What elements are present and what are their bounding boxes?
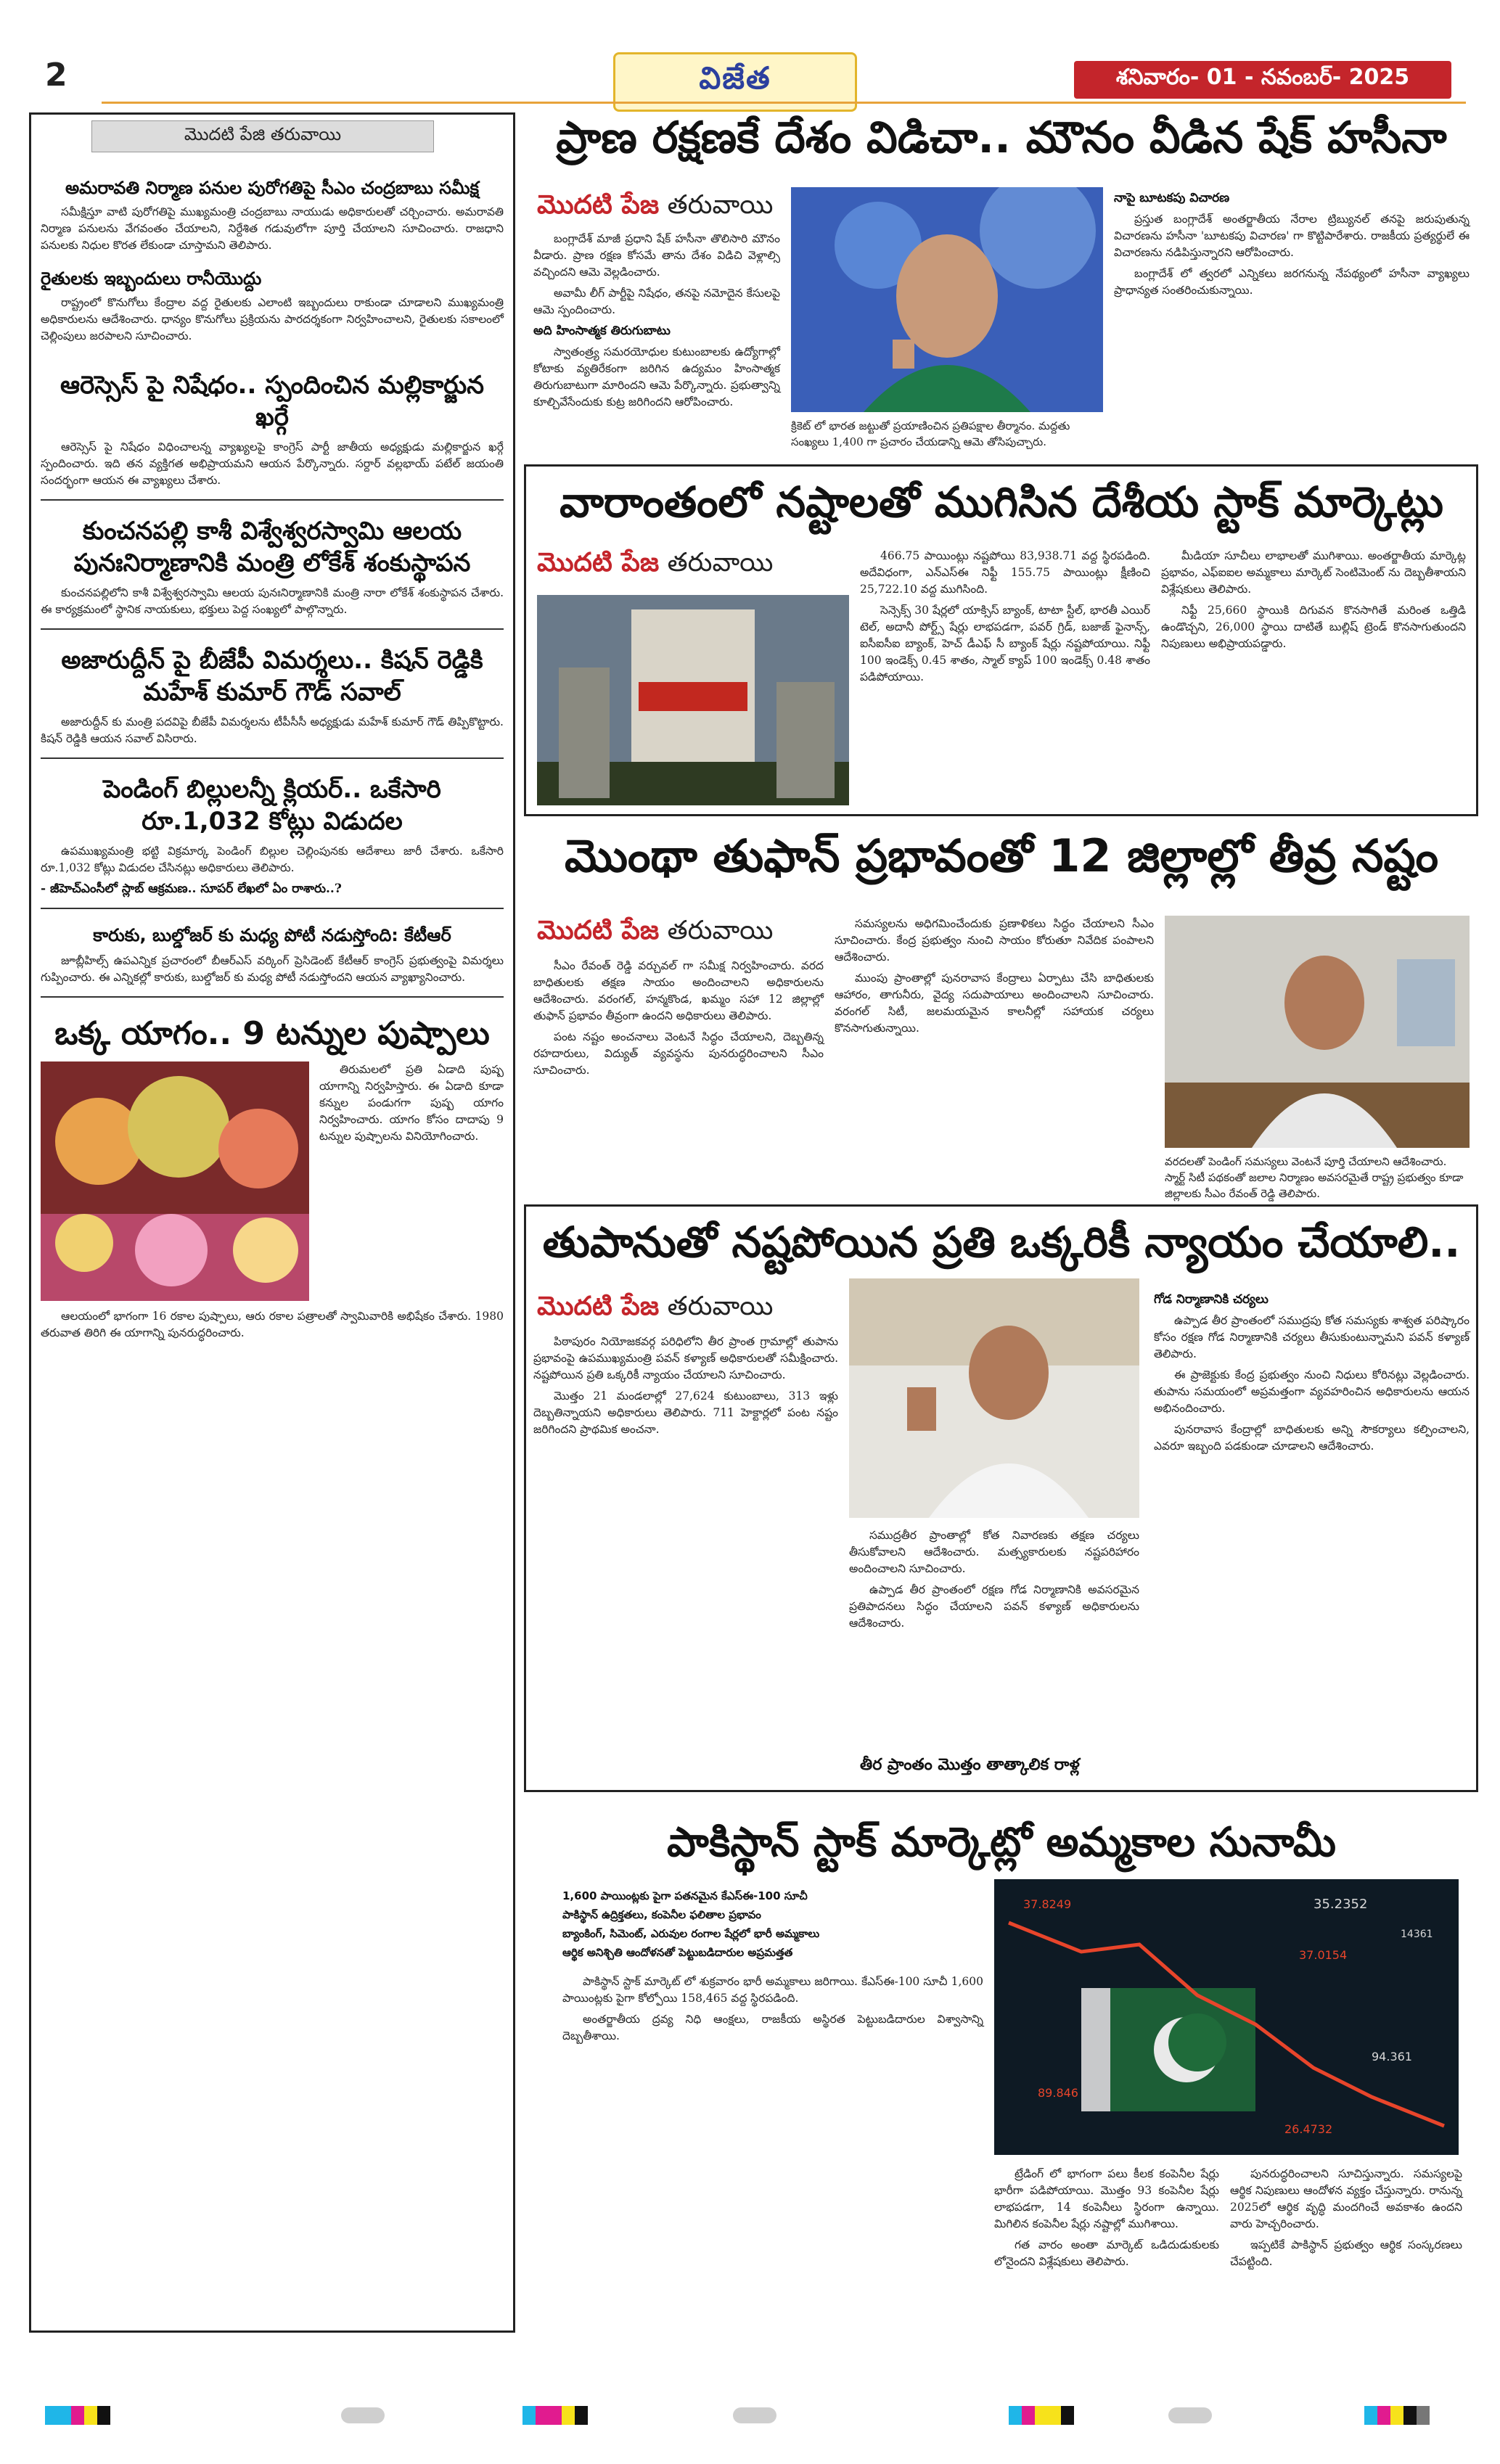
registration-pill (341, 2407, 385, 2423)
color-bar (522, 2406, 588, 2425)
chart-value: 26.4732 (1284, 2122, 1333, 2136)
article-body: పిఠాపురం నియోజకవర్గ పరిధిలోని తీర ప్రాంత గ్రామాల్లో తుపాను ప్రభావంపై ఉపముఖ్యమంత్రి పవన్ కళ్యాణ్ అధికారులతో సమీక్షించారు. నష్టపోయిన ప్రతి ఒక్కరికీ న్యాయం చేయాలని సూచించారు. మొత్తం 21 మండలాల్లో 27,624 కుటుంబాలు, 313 ఇళ్లు దెబ్బతిన్నాయని అధికారులు తెలిపారు. 711 హెక్టార్లలో పంట నష్టం జరిగిందని ప్రాథమిక అంచనా. (533, 1335, 838, 1436)
section-label: మొదటి పేజి తరువాయి (91, 120, 434, 152)
chart-value: 37.8249 (1023, 1897, 1072, 1911)
divider (41, 628, 504, 630)
chart-value: 35.2352 (1313, 1897, 1368, 1912)
continued-label: మొదటి పేజ తరువాయి (537, 190, 774, 220)
article-body: ఆరెస్సెస్ పై నిషేధం విధించాలన్న వ్యాఖ్యలపై కాంగ్రెస్ పార్టీ జాతీయ అధ్యక్షుడు మల్లికార్జున ఖర్గే స్పందించారు. ఇది తన వ్యక్తిగత అభిప్రాయమని ఆయన పేర్కొన్నారు. సర్దార్ వల్లభాయ్ పటేల్ జయంతి సందర్భంగా ఆయన ఈ వ్యాఖ్యలు చేశారు. (41, 440, 504, 487)
article-text: తిరుమలలో ప్రతి ఏడాది పుష్ప యాగాన్ని నిర్వహిస్తారు. ఈ ఏడాది కూడా కన్నుల పండుగగా పుష్ప యాగం నిర్వహించారు. యాగం కోసం దాదాపు 9 టన్నుల పుష్పాలను వినియోగించారు. (319, 1063, 504, 1143)
pakistan-market-chart-photo (994, 1879, 1459, 2155)
bullet-item: బ్యాంకింగ్, సిమెంట్, ఎరువుల రంగాల షేర్లలో భారీ అమ్మకాలు (562, 1927, 820, 1940)
article-headline: వారాంతంలో నష్టాలతో ముగిసిన దేశీయ స్టాక్ మార్కెట్లు (560, 477, 1443, 527)
article-mid-body: సముద్రతీర ప్రాంతాల్లో కోత నివారణకు తక్షణ చర్యలు తీసుకోవాలని ఆదేశించారు. మత్స్యకారులకు నష్టపరిహారం అందించాలని సూచించారు. ఉప్పాడ తీర ప్రాంతంలో రక్షణ గోడ నిర్మాణానికి అవసరమైన ప్రతిపాదనలు సిద్ధం చేయాలని పవన్ కళ్యాణ్ అధికారులను ఆదేశించారు. (849, 1529, 1139, 1630)
article-body-row (41, 1061, 504, 1301)
photo-caption: తీర ప్రాంతం మొత్తం తాత్కాలిక రాళ్ల (860, 1756, 1080, 1774)
article-body: రాష్ట్రంలో కొనుగోలు కేంద్రాల వద్ద రైతులకు ఎలాంటి ఇబ్బందులు రాకుండా చూడాలని ముఖ్యమంత్రి అధికారులను ఆదేశించారు. ధాన్యం కొనుగోలు ప్రక్రియను పారదర్శకంగా నిర్వహించాలని, రైతులకు సకాలంలో చెల్లింపులు జరపాలని సూచించారు. (41, 296, 504, 342)
article-headline: రైతులకు ఇబ్బందులు రానీయొద్దు (41, 268, 262, 289)
article-headline: ప్రాణ రక్షణకే దేశం విడిచా.. మౌనం వీడిన షేక్ హసీనా (556, 112, 1447, 163)
article-subhead: నాపై బూటకపు విచారణ (1114, 191, 1230, 205)
article-mid-body: ట్రేడింగ్ లో భాగంగా పలు కీలక కంపెనీల షేర్లు భారీగా పడిపోయాయి. మొత్తం 93 కంపెనీల షేర్లు లాభపడగా, 14 కంపెనీలు స్థిరంగా ఉన్నాయి. మిగిలిన కంపెనీల షేర్లు నష్టాల్లో ముగిశాయి. గత వారం అంతా మార్కెట్ ఒడిదుడుకులకు లోనైందని విశ్లేషకులు తెలిపారు. (994, 2167, 1219, 2268)
article-mid-body: సమస్యలను అధిగమించేందుకు ప్రణాళికలు సిద్ధం చేయాలని సీఎం సూచించారు. కేంద్ర ప్రభుత్వం నుంచి సాయం కోరుతూ నివేదిక పంపాలని ఆదేశించారు. ముంపు ప్రాంతాల్లో పునరావాస కేంద్రాలు ఏర్పాటు చేసి బాధితులకు ఆహారం, తాగునీరు, వైద్య సదుపాయాలు అందించాలని సూచించారు. వరంగల్ సిటీ, జలమయమైన కాలనీల్లో సహాయక చర్యలు కొనసాగుతున్నాయి. (835, 917, 1154, 1035)
page-number: 2 (45, 57, 67, 94)
bullet-item: ఆర్థిక అనిశ్చితి ఆందోళనతో పెట్టుబడిదారుల అప్రమత్తత (562, 1946, 793, 1959)
article-headline: పెండింగ్ బిల్లులన్నీ క్లియర్.. ఒకేసారి రూ.1,032 కోట్లు విడుదల (103, 775, 441, 836)
article-body: సీఎం రేవంత్ రెడ్డి వర్చువల్ గా సమీక్ష నిర్వహించారు. వరద బాధితులకు తక్షణ సాయం అందించాలని అధికారులను ఆదేశించారు. వరంగల్, హన్మకొండ, ఖమ్మం సహా 12 జిల్లాల్లో తుఫాన్ ప్రభావం తీవ్రంగా ఉందని అధికారులు తెలిపారు. పంట నష్టం అంచనాలు వెంటనే సిద్ధం చేయాలని, దెబ్బతిన్న రహదారులు, విద్యుత్ వ్యవస్థను పునరుద్ధరించాలని సీఎం సూచించారు. (533, 959, 824, 1077)
article-body: అజారుద్దీన్ కు మంత్రి పదవిపై బీజేపీ విమర్శలను టీపీసీసీ అధ్యక్షుడు మహేశ్ కుమార్ గౌడ్ తిప్పికొట్టారు. కిషన్ రెడ్డికి ఆయన సవాల్ విసిరారు. (41, 715, 504, 745)
article-right-body: మీడియా సూచీలు లాభాలతో ముగిశాయి. అంతర్జాతీయ మార్కెట్ల ప్రభావం, ఎఫ్ఐఐల అమ్మకాలు మార్కెట్ సెంటిమెంట్ ను దెబ్బతీశాయని విశ్లేషకులు తెలిపారు. నిఫ్టీ 25,660 స్థాయికి దిగువన కొనసాగితే మరింత ఒత్తిడి ఉండొచ్చని, 26,000 స్థాయి దాటితే బుల్లిష్ ట్రెండ్ కొనసాగుతుందని నిపుణులు అభిప్రాయపడ్డారు. (1161, 549, 1466, 650)
color-bar (1364, 2406, 1430, 2425)
article-headline: ఒక్క యాగం.. 9 టన్నుల పుష్పాలు (54, 1015, 490, 1052)
continued-label: మొదటి పేజ తరువాయి (537, 1291, 774, 1321)
article-bullets (562, 1886, 983, 1962)
stock-exchange-photo (537, 595, 849, 805)
pawan-photo (849, 1278, 1139, 1518)
article-right-body: పునరుద్ధరించాలని సూచిస్తున్నారు. సమస్యలపై ఆర్థిక నిపుణులు ఆందోళన వ్యక్తం చేస్తున్నారు. రానున్న 2025లో ఆర్థిక వృద్ధి మందగించే అవకాశం ఉందని వారు హెచ్చరించారు. ఇప్పటికే పాకిస్థాన్ ప్రభుత్వం ఆర్థిక సంస్కరణలు చేపట్టింది. (1230, 2167, 1462, 2268)
photo-caption: క్రికెట్ లో భారత జట్టుతో ప్రయాణించిన ప్రతిపక్షాల తీర్మానం. మద్దతు సంఖ్యలు 1,400 గా ప్రచారం చేయడాన్ని ఆమె తోసిపుచ్చారు. (791, 419, 1070, 448)
divider (41, 908, 504, 909)
article-headline: తుపానుతో నష్టపోయిన ప్రతి ఒక్కరికీ న్యాయం చేయాలి.. (542, 1217, 1461, 1267)
article-headline: కారుకు, బుల్డోజర్ కు మధ్య పోటీ నడుస్తోంది: కేటీఆర్ (93, 925, 451, 945)
page-header (0, 0, 1500, 116)
masthead-text: విజేత (699, 60, 771, 96)
chart-value: 37.0154 (1299, 1948, 1348, 1962)
chart-value: 89.846 (1038, 2086, 1078, 2100)
article-subhead: - జీహెచ్ఎంసీలో స్లాబ్ ఆక్రమణ.. సూపర్ లేఖలో ఏం రాశారు..? (41, 882, 342, 896)
article-body: కుంచనపల్లిలోని కాశీ విశ్వేశ్వరస్వామి ఆలయ పునఃనిర్మాణానికి మంత్రి నారా లోకేశ్ శంకుస్థాపన చేశారు. ఈ కార్యక్రమంలో స్థానిక నాయకులు, భక్తులు పెద్ద సంఖ్యలో పాల్గొన్నారు. (41, 586, 504, 616)
chart-value: 14361 (1401, 1929, 1433, 1940)
footer-registration-marks (0, 2387, 1500, 2445)
article-body: జూబ్లీహిల్స్ ఉపఎన్నిక ప్రచారంలో బీఆర్ఎస్ వర్కింగ్ ప్రెసిడెంట్ కేటీఆర్ కాంగ్రెస్ ప్రభుత్వంపై విమర్శలు గుప్పించారు. ఈ ఎన్నికల్లో కారుకు, బుల్డోజర్ కు మధ్య పోటీ నడుస్తోందని ఆయన వ్యాఖ్యానించారు. (41, 954, 504, 984)
hasina-article (530, 109, 1473, 167)
article-headline: పాకిస్థాన్ స్టాక్ మార్కెట్లో అమ్మకాల సునామీ (530, 1814, 1473, 1872)
color-bar (1009, 2406, 1074, 2425)
chart-value: 94.361 (1372, 2050, 1412, 2063)
registration-pill (1168, 2407, 1212, 2423)
article-body: పాకిస్థాన్ స్టాక్ మార్కెట్ లో శుక్రవారం భారీ అమ్మకాలు జరిగాయి. కేఎస్ఈ-100 సూచీ 1,600 పాయింట్లకు పైగా కోల్పోయి 158,465 వద్ద స్థిరపడింది. అంతర్జాతీయ ద్రవ్య నిధి ఆంక్షలు, రాజకీయ అస్థిరత పెట్టుబడిదారుల విశ్వాసాన్ని దెబ్బతీశాయి. (562, 1975, 983, 2042)
article-body: బంగ్లాదేశ్ మాజీ ప్రధాని షేక్ హసీనా తొలిసారి మౌనం వీడారు. ప్రాణ రక్షణ కోసమే తాను దేశం విడిచి వెళ్లాల్సి వచ్చిందని ఆమె వెల్లడించారు. అవామీ లీగ్ పార్టీపై నిషేధం, తనపై నమోదైన కేసులపై ఆమె స్పందించారు. అది హింసాత్మక తిరుగుబాటు స్వాతంత్ర్య సమరయోధుల కుటుంబాలకు ఉద్యోగాల్లో కోటాకు వ్యతిరేకంగా జరిగిన ఉద్యమం హింసాత్మక తిరుగుబాటుగా మారిందని ఆమె పేర్కొన్నారు. ప్రభుత్వాన్ని కూల్చివేసేందుకు కుట్ర జరిగిందని ఆరోపించారు. (533, 232, 780, 408)
bullet-item: పాకిస్థాన్ ఉద్రిక్తతలు, కంపెనీల ఫలితాల ప్రభావం (562, 1908, 761, 1921)
bullet-item: 1,600 పాయింట్లకు పైగా పతనమైన కేఎస్ఈ-100 సూచీ (562, 1889, 808, 1902)
article-body: సమీక్షిస్తూ వాటి పురోగతిపై ముఖ్యమంత్రి చంద్రబాబు నాయుడు అధికారులతో చర్చించారు. అమరావతి నిర్మాణ పనులను వేగవంతం చేయాలని, నిర్దేశిత గడువులోగా పూర్తి చేయాలని సూచించారు. రాజధాని పనులకు నిధుల కొరత లేకుండా చూస్తామని తెలిపారు. (41, 205, 504, 252)
registration-pill (733, 2407, 776, 2423)
article-headline: అజారుద్దీన్ పై బీజేపీ విమర్శలు.. కిషన్ రెడ్డికి మహేశ్ కుమార్ గౌడ్ సవాల్ (61, 646, 483, 707)
article-headline: అమరావతి నిర్మాణ పనుల పురోగతిపై సీఎం చంద్రబాబు సమీక్ష (65, 178, 480, 198)
article-text-continued: ఆలయంలో భాగంగా 16 రకాల పుష్పాలు, ఆరు రకాల పత్రాలతో స్వామివారికి అభిషేకం చేశారు. 1980 తరువాత తిరిగి ఈ యాగాన్ని పునరుద్ధరించారు. (41, 1310, 504, 1339)
divider (41, 499, 504, 501)
article-headline: కుంచనపల్లి కాశీ విశ్వేశ్వరస్వామి ఆలయ పునఃనిర్మాణానికి మంత్రి లోకేశ్ శంకుస్థాపన (73, 517, 471, 578)
article-headline: మొంథా తుఫాన్ ప్రభావంతో 12 జిల్లాల్లో తీవ్ర నష్టం (564, 829, 1439, 882)
article-headline: ఆరెస్సెస్ పై నిషేధం.. స్పందించిన మల్లికార్జున ఖర్గే (60, 371, 484, 432)
photo-caption: వరదలతో పెండింగ్ సమస్యలు వెంటనే పూర్తి చేయాలని ఆదేశించారు. స్మార్ట్ సిటీ పథకంతో జలాల నిర్మాణం అవసరమైతే రాష్ట్ర ప్రభుత్వం కూడా జిల్లాలకు సీఎం రేవంత్ రెడ్డి తెలిపారు. (1165, 1155, 1464, 1200)
divider (41, 757, 504, 759)
continued-label: మొదటి పేజ తరువాయి (537, 916, 774, 945)
article-subhead: గోడ నిర్మాణానికి చర్యలు (1154, 1292, 1269, 1307)
article-subhead: అది హింసాత్మక తిరుగుబాటు (533, 324, 671, 338)
dateline: శనివారం- 01 - నవంబర్- 2025 (1074, 61, 1451, 99)
article-right-body: గోడ నిర్మాణానికి చర్యలు ఉప్పాడ తీర ప్రాంతంలో సముద్రపు కోత సమస్యకు శాశ్వత పరిష్కారం కోసం రక్షణ గోడ నిర్మాణానికి చర్యలు తీసుకుంటున్నామని పవన్ కళ్యాణ్ తెలిపారు. ఈ ప్రాజెక్టుకు కేంద్ర ప్రభుత్వం నుంచి నిధులు కోరినట్లు వెల్లడించారు. తుపాను సమయంలో అప్రమత్తంగా వ్యవహరించిన అధికారులను ఆయన అభినందించారు. పునరావాస కేంద్రాల్లో బాధితులకు అన్ని సౌకర్యాలు కల్పించాలని, ఎవరూ ఇబ్బంది పడకుండా చూడాలని ఆదేశించారు. (1154, 1292, 1470, 1453)
header-rule (102, 102, 1466, 104)
hasina-photo (791, 187, 1103, 412)
continued-label: మొదటి పేజ తరువాయి (537, 548, 774, 578)
yagam-photo (41, 1061, 309, 1301)
cm-photo (1165, 916, 1470, 1148)
left-column-content (41, 163, 504, 1346)
article-body: 466.75 పాయింట్లు నష్టపోయి 83,938.71 వద్ద స్థిరపడింది. అదేవిధంగా, ఎన్ఎస్ఈ నిఫ్టీ 155.75 పాయింట్లు క్షీణించి 25,722.10 వద్ద ముగిసింది. సెన్సెక్స్ 30 షేర్లలో యాక్సిస్ బ్యాంక్, టాటా స్టీల్, భారతీ ఎయిర్ టెల్, అదానీ పోర్ట్స్ షేర్లు లాభపడగా, పవర్ గ్రిడ్, బజాజ్ ఫైనాన్స్, ఐసీఐసీఐ బ్యాంక్, హెచ్ డీఎఫ్ సీ బ్యాంక్ షేర్లు నష్టపోయాయి. నిఫ్టీ 100 ఇండెక్స్ 0.45 శాతం, స్మాల్ క్యాప్ 100 ఇండెక్స్ 0.48 శాతం పడిపోయాయి. (860, 549, 1150, 683)
divider (41, 996, 504, 998)
color-bar (45, 2406, 110, 2425)
article-body: ఉపముఖ్యమంత్రి భట్టి విక్రమార్క పెండింగ్ బిల్లుల చెల్లింపునకు ఆదేశాలు జారీ చేశారు. ఒకేసారి రూ.1,032 కోట్లు విడుదల చేసినట్లు అధికారులు తెలిపారు. - జీహెచ్ఎంసీలో స్లాబ్ ఆక్రమణ.. సూపర్ లేఖలో ఏం రాశారు..? (41, 845, 504, 896)
article-right-body: నాపై బూటకపు విచారణ ప్రస్తుత బంగ్లాదేశ్ అంతర్జాతీయ నేరాల ట్రిబ్యునల్ తనపై జరుపుతున్న విచారణను హసీనా 'బూటకపు విచారణ' గా కొట్టిపారేశారు. రాజకీయ ప్రత్యర్థులే ఈ విచారణను నడిపిస్తున్నారని ఆరోపించారు. బంగ్లాదేశ్ లో త్వరలో ఎన్నికలు జరగనున్న నేపథ్యంలో హసీనా వ్యాఖ్యలు ప్రాధాన్యత సంతరించుకున్నాయి. (1114, 191, 1470, 297)
